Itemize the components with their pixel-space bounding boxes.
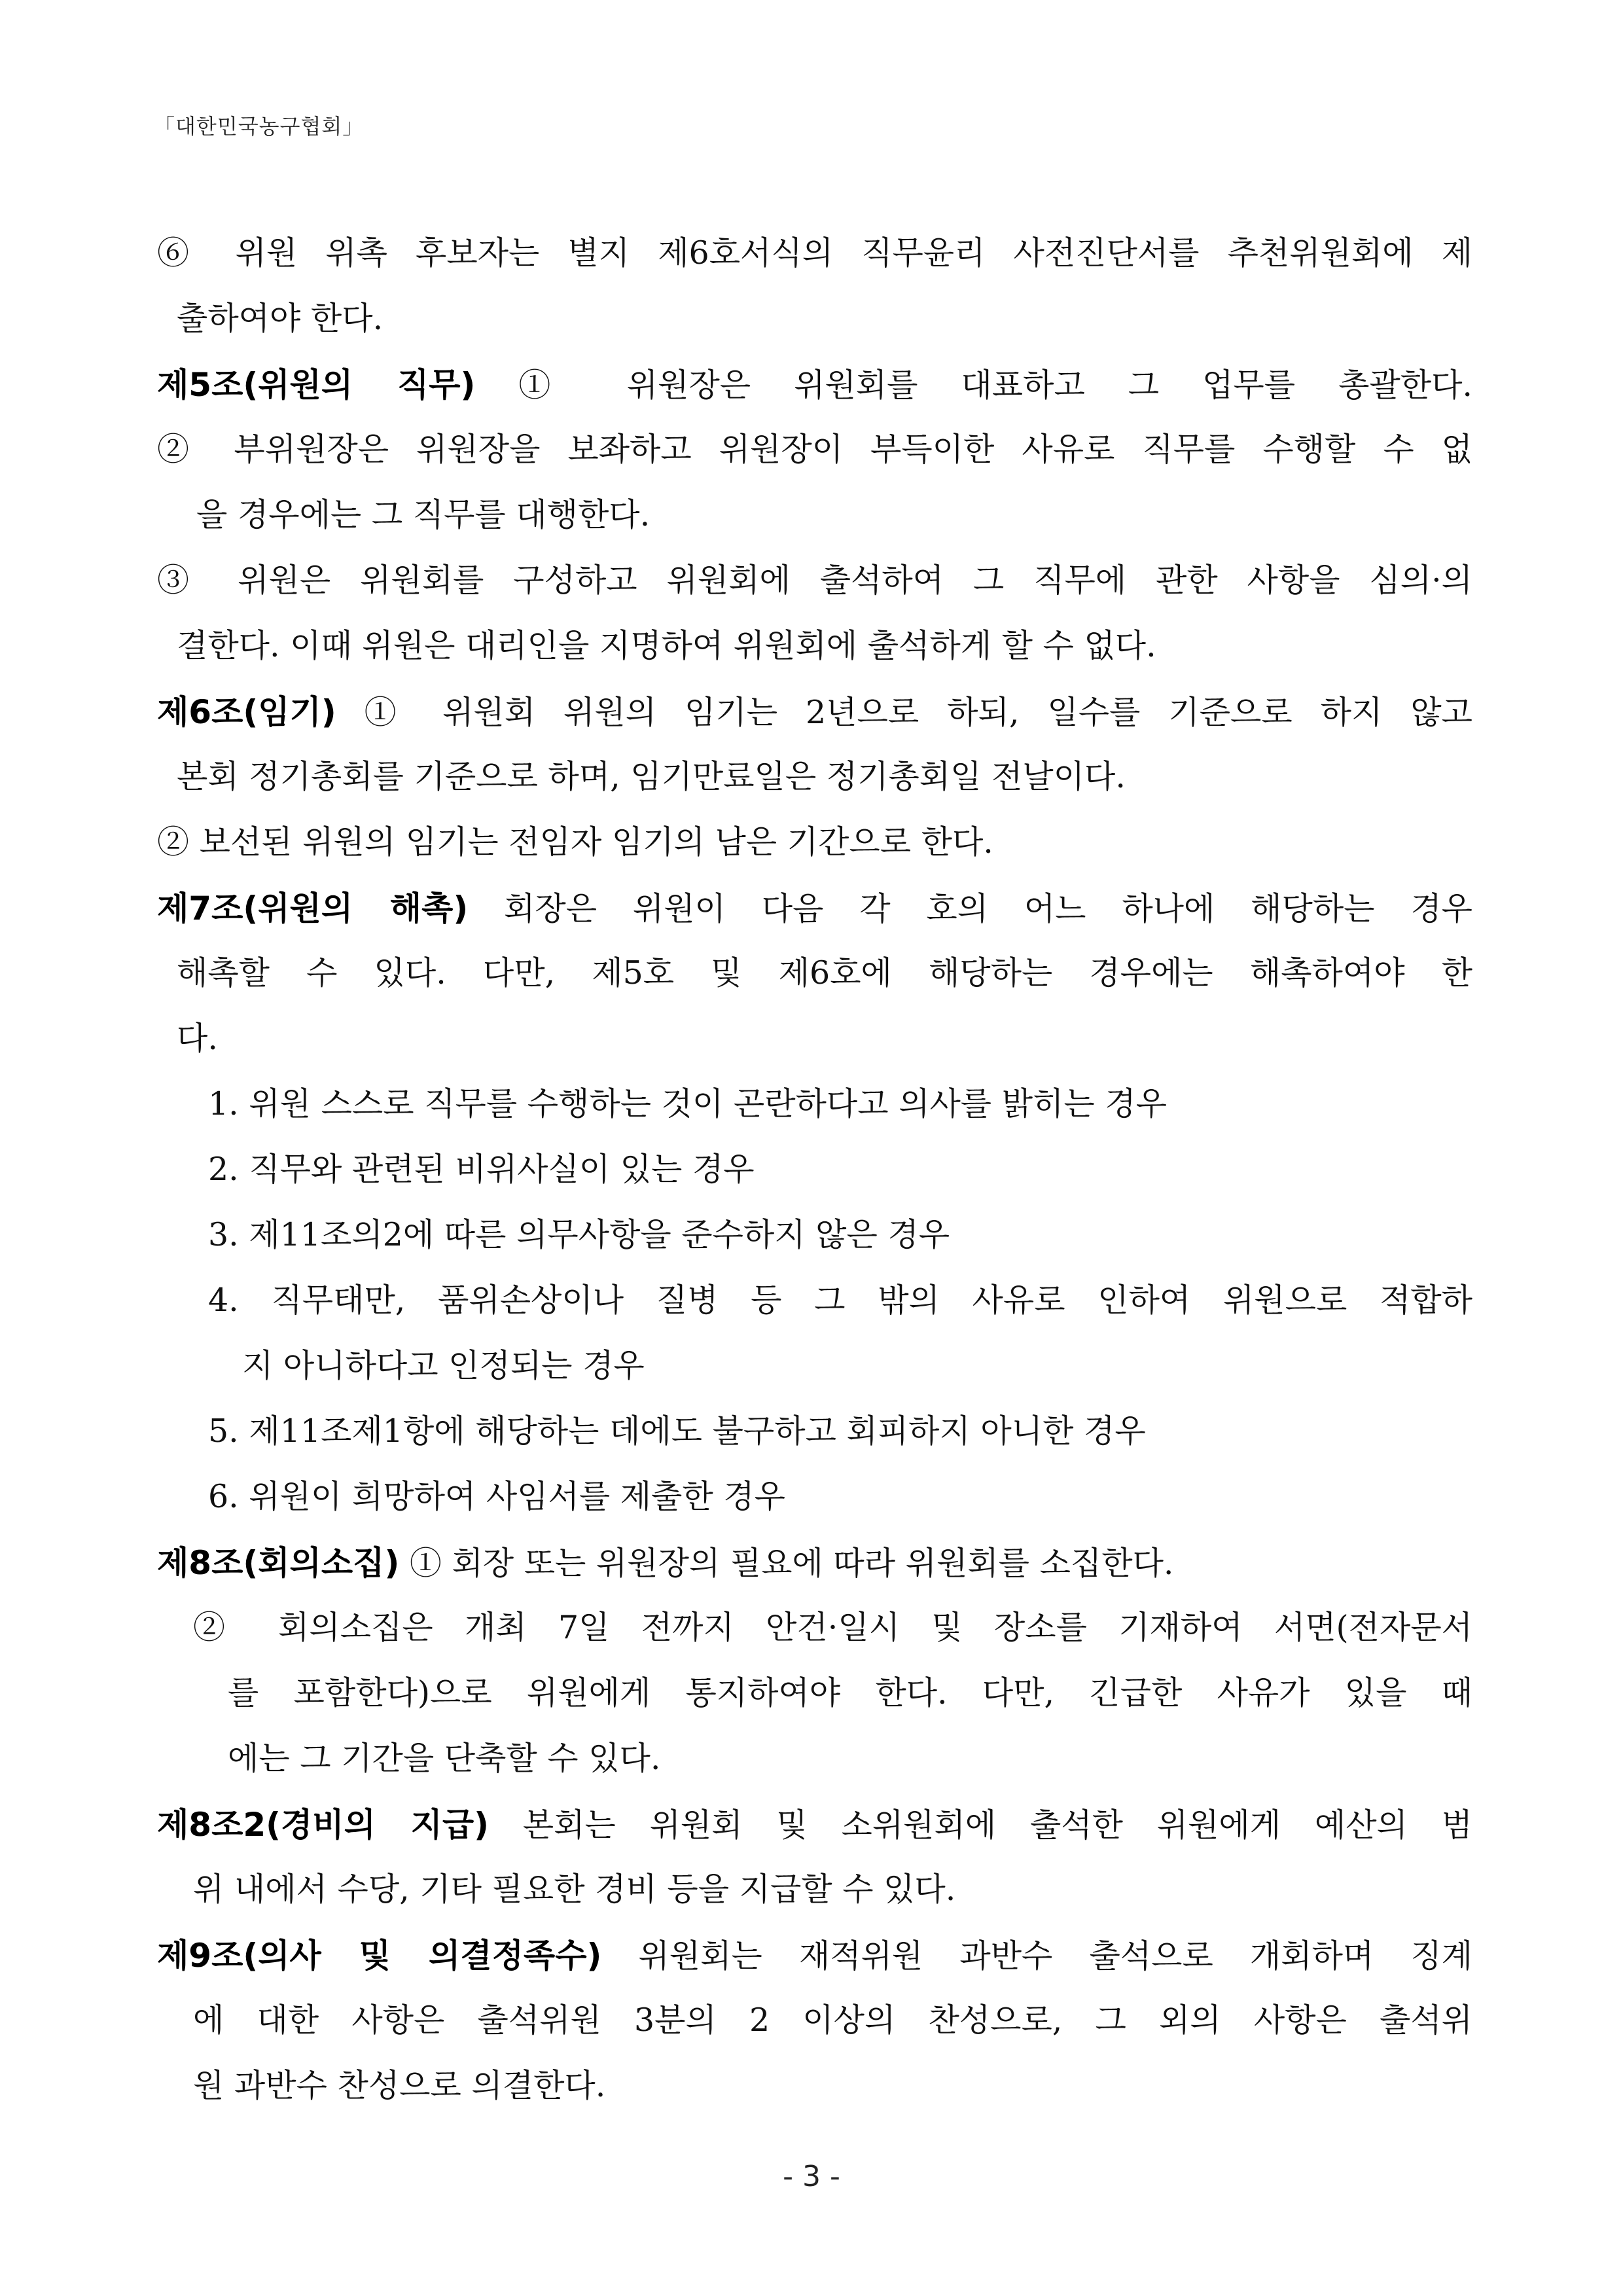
list-item-continued: 지 아니하다고 인정되는 경우	[242, 1347, 645, 1384]
list-item: 4. 직무태만, 품위손상이나 질병 등 그 밖의 사유로 인하여 위원으로 적합하	[208, 1282, 1472, 1319]
article-heading: 제5조(위원의 직무)	[157, 366, 476, 404]
article-heading: 제8조2(경비의 지급)	[157, 1806, 490, 1844]
page-header: 「대한민국농구협회」	[154, 114, 365, 139]
article-8-line: 제8조(회의소집) ① 회장 또는 위원장의 필요에 따라 위원회를 소집한다.	[157, 1544, 1174, 1582]
list-item: 5. 제11조제1항에 해당하는 데에도 불구하고 회피하지 아니한 경우	[208, 1412, 1146, 1450]
text-line: ② 부위원장은 위원장을 보좌하고 위원장이 부득이한 사유로 직무를 수행할 수 없	[157, 431, 1472, 468]
text-line: 위 내에서 수당, 기타 필요한 경비 등을 지급할 수 있다.	[193, 1871, 956, 1908]
text-line: ③ 위원은 위원회를 구성하고 위원회에 출석하여 그 직무에 관한 사항을 심의·의	[157, 562, 1472, 599]
text-line: 출하여야 한다.	[177, 300, 383, 337]
text-line: 본회 정기총회를 기준으로 하며, 임기만료일은 정기총회일 전날이다.	[177, 758, 1126, 795]
article-heading: 제6조(임기)	[157, 693, 336, 731]
article-5-line: 제5조(위원의 직무) ① 위원장은 위원회를 대표하고 그 업무를 총괄한다.	[157, 366, 1472, 404]
article-heading: 제9조(의사 및 의결정족수)	[157, 1937, 602, 1975]
page-number: - 3 -	[783, 2160, 840, 2193]
text-line: ② 회의소집은 개최 7일 전까지 안건·일시 및 장소를 기재하여 서면(전자문서	[193, 1609, 1472, 1646]
text-line: 에 대한 사항은 출석위원 3분의 2 이상의 찬성으로, 그 외의 사항은 출석위	[193, 2001, 1472, 2039]
text-line: ⑥ 위원 위촉 후보자는 별지 제6호서식의 직무윤리 사전진단서를 추천위원회에 제	[157, 234, 1472, 272]
list-item: 3. 제11조의2에 따른 의무사항을 준수하지 않은 경우	[208, 1216, 950, 1253]
list-item: 1. 위원 스스로 직무를 수행하는 것이 곤란하다고 의사를 밝히는 경우	[208, 1085, 1167, 1122]
article-6-line: 제6조(임기) ① 위원회 위원의 임기는 2년으로 하되, 일수를 기준으로 하지 않고	[157, 693, 1472, 731]
text-line: ② 보선된 위원의 임기는 전임자 임기의 남은 기간으로 한다.	[157, 823, 993, 861]
list-item: 2. 직무와 관련된 비위사실이 있는 경우	[208, 1151, 755, 1188]
text-line: 결한다. 이때 위원은 대리인을 지명하여 위원회에 출석하게 할 수 없다.	[177, 627, 1156, 664]
list-item: 6. 위원이 희망하여 사임서를 제출한 경우	[208, 1478, 785, 1515]
article-heading: 제7조(위원의 해촉)	[157, 889, 469, 927]
article-9-line: 제9조(의사 및 의결정족수) 위원회는 재적위원 과반수 출석으로 개회하며 징계	[157, 1937, 1473, 1975]
text-line: 에는 그 기간을 단축할 수 있다.	[228, 1740, 661, 1777]
article-7-line: 제7조(위원의 해촉) 회장은 위원이 다음 각 호의 어느 하나에 해당하는 경우	[157, 889, 1472, 927]
text-line: 를 포함한다)으로 위원에게 통지하여야 한다. 다만, 긴급한 사유가 있을 때	[228, 1674, 1472, 1712]
text-line: 을 경우에는 그 직무를 대행한다.	[196, 496, 651, 533]
article-heading: 제8조(회의소집)	[157, 1544, 400, 1582]
text-line: 다.	[177, 1020, 218, 1057]
article-8-2-line: 제8조2(경비의 지급) 본회는 위원회 및 소위원회에 출석한 위원에게 예산의 범	[157, 1806, 1472, 1844]
text-line: 원 과반수 찬성으로 의결한다.	[193, 2067, 606, 2104]
text-line: 해촉할 수 있다. 다만, 제5호 및 제6호에 해당하는 경우에는 해촉하여야 한	[177, 954, 1472, 992]
